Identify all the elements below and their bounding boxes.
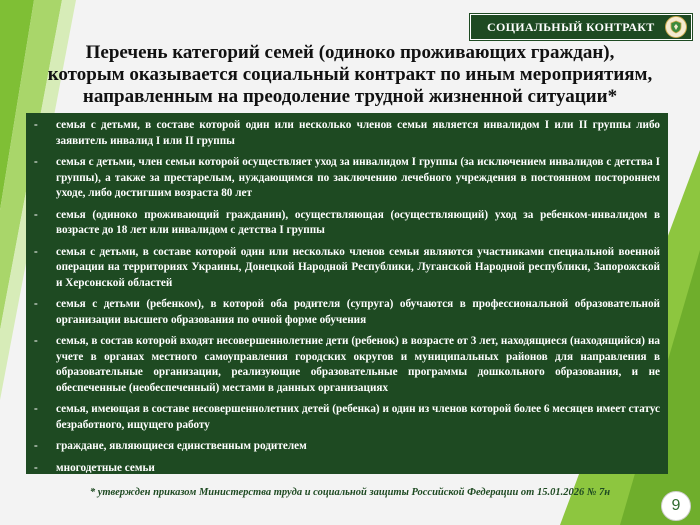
coat-of-arms-icon	[665, 16, 687, 38]
list-item-text: семья (одиноко проживающий гражданин), осуществляющая (осуществляющий) уход за ребенком-инвалидом в возрасте до 18 лет или инвалидом с детства I группы	[56, 208, 660, 236]
list-bullet: -	[34, 440, 38, 452]
title-line-3: направленным на преодоление трудной жизненной ситуации*	[82, 86, 618, 107]
list-item-text: семья с детьми, член семьи которой осуществляет уход за инвалидом I группы (за исключением инвалидов с детства I группы), а также за престарелым, нуждающимся по заключению лечебного учреждения в постоянном постороннем уходе, либо достигшим возраста 80 лет	[56, 156, 660, 199]
list-bullet: -	[34, 298, 38, 310]
categories-panel	[26, 113, 668, 474]
list-item-text: семья с детьми (ребенком), в которой оба родителя (супруга) обучаются в профессиональной образовательной организации высшего образования по очной форме обучения	[56, 298, 660, 326]
section-badge	[470, 14, 692, 40]
footnote: * утвержден приказом Министерства труда и социальной защиты Российской Федерации от 15.01.2026 № 7н	[89, 487, 611, 498]
list-item	[32, 297, 660, 328]
page-title	[20, 42, 680, 108]
list-bullet: -	[34, 208, 38, 221]
list-item	[32, 118, 660, 149]
list-bullet: -	[34, 335, 38, 347]
list-bullet: -	[34, 245, 38, 258]
list-item-text: семья, в состав которой входят несовершеннолетние дети (ребенок) в возрасте от 3 лет, находящиеся (находящийся) на учете в органах местного самоуправления городских округов и муниципальных районов для направления в образовательные организации, реализующие образовательные программы дошкольного образования, и не обеспеченные (необеспеченный) местами в данных организациях	[56, 335, 660, 394]
list-bullet: -	[34, 119, 38, 131]
page-number: 9	[661, 491, 691, 521]
list-bullet: -	[34, 156, 38, 168]
list-item	[32, 208, 660, 239]
list-item-text: граждане, являющиеся единственным родителем	[56, 440, 307, 452]
list-item	[32, 439, 660, 455]
list-item	[32, 155, 660, 202]
list-item	[32, 402, 660, 433]
title-line-2: которым оказывается социальный контракт по иным мероприятиям,	[47, 64, 653, 85]
list-bullet: -	[34, 461, 38, 474]
list-item	[32, 245, 660, 292]
list-item-text: многодетные семьи	[56, 461, 155, 474]
badge-label: СОЦИАЛЬНЫЙ КОНТРАКТ	[487, 19, 655, 34]
title-line-1: Перечень категорий семей (одиноко проживающих граждан),	[85, 42, 615, 63]
list-item-text: семья с детьми, в составе которой один или несколько членов семьи являются участниками специальной военной операции на территориях Украины, Донецкой Народной Республики, Луганской Народной республики, Запорожской и Херсонской областей	[56, 245, 660, 289]
list-bullet: -	[34, 403, 38, 415]
list-item	[32, 461, 660, 477]
list-item-text: семья, имеющая в составе несовершеннолетних детей (ребенка) и один из членов которой более 6 месяцев имеет статус безработного, ищущего работу	[56, 403, 660, 431]
list-item-text: семья с детьми, в составе которой один или несколько членов семьи является инвалидом I или II группы либо заявитель инвалид I или II группы	[56, 119, 660, 147]
list-item	[32, 334, 660, 396]
